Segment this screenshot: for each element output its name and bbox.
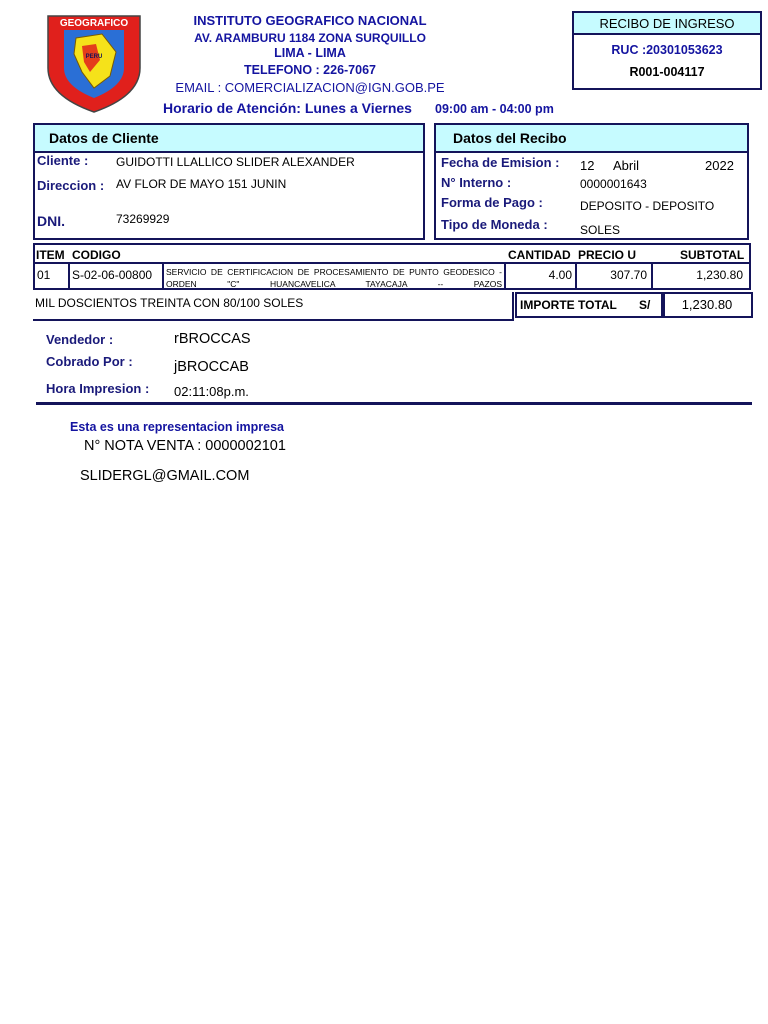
org-email: EMAIL : COMERCIALIZACION@IGN.GOB.PE <box>175 80 445 95</box>
print-time-label: Hora Impresion : <box>46 381 150 396</box>
date-year: 2022 <box>705 158 734 173</box>
payment-method-value: DEPOSITO - DEPOSITO <box>580 199 715 213</box>
org-city: LIMA - LIMA <box>274 46 346 60</box>
hours-label: Horario de Atención: Lunes a Viernes <box>163 100 412 116</box>
row-subtotal: 1,230.80 <box>696 268 743 282</box>
collected-by-label: Cobrado Por : <box>46 354 133 369</box>
print-note: Esta es una representacion impresa <box>70 420 284 434</box>
row-qty: 4.00 <box>548 268 572 282</box>
col-price: PRECIO U <box>578 248 637 262</box>
receipt-title: RECIBO DE INGRESO <box>599 16 735 31</box>
total-label: IMPORTE TOTAL <box>520 298 617 312</box>
internal-number-label: N° Interno : <box>441 175 512 190</box>
logo-country-text: PERU <box>85 54 103 60</box>
receipt-number: R001-004117 <box>629 65 705 79</box>
seller-value: rBROCCAS <box>174 331 251 347</box>
ruc-number: RUC :20301053623 <box>611 43 723 57</box>
currency-label: Tipo de Moneda : <box>441 217 548 232</box>
logo-top-text: GEOGRAFICO <box>59 18 129 29</box>
print-time-value: 02:11:08p.m. <box>174 384 249 399</box>
hours-value: 09:00 am - 04:00 pm <box>435 102 554 116</box>
row-code: S-02-06-00800 <box>72 268 153 282</box>
seller-label: Vendedor : <box>46 332 114 347</box>
payment-method-label: Forma de Pago : <box>441 195 543 210</box>
address-label: Direccion : <box>37 178 105 193</box>
sale-note-number: N° NOTA VENTA : 0000002101 <box>84 438 286 454</box>
receipt-box <box>572 11 762 90</box>
row-description: SERVICIO DE CERTIFICACION DE PROCESAMIENTO DE PUNTO GEODESICO - ORDEN "C" HUANCAVELICA TAYACAJA -- PAZOS <box>166 267 502 289</box>
footer-divider <box>36 402 752 405</box>
client-section-header <box>33 123 425 153</box>
client-email: SLIDERGL@GMAIL.COM <box>80 468 250 484</box>
date-day: 12 <box>580 158 595 173</box>
currency-symbol: S/ <box>639 298 651 312</box>
date-label: Fecha de Emision : <box>441 155 560 170</box>
collected-by-value: jBROCCAB <box>174 359 249 375</box>
client-label: Cliente : <box>37 153 89 168</box>
currency-value: SOLES <box>580 223 621 237</box>
address-value: AV FLOR DE MAYO 151 JUNIN <box>116 177 287 191</box>
receipt-section-header <box>434 123 749 153</box>
dni-label: DNI. <box>37 213 65 229</box>
ign-logo <box>38 10 150 114</box>
row-item: 01 <box>37 268 51 282</box>
org-phone: TELEFONO : 226-7067 <box>244 63 376 77</box>
receipt-section-title: Datos del Recibo <box>453 130 567 146</box>
client-value: GUIDOTTI LLALLICO SLIDER ALEXANDER <box>116 155 355 169</box>
col-subtotal: SUBTOTAL <box>680 248 745 262</box>
col-code: CODIGO <box>72 248 121 262</box>
org-address: AV. ARAMBURU 1184 ZONA SURQUILLO <box>194 31 426 45</box>
org-name: INSTITUTO GEOGRAFICO NACIONAL <box>193 13 427 28</box>
amount-in-words: MIL DOSCIENTOS TREINTA CON 80/100 SOLES <box>35 296 304 310</box>
client-section-title: Datos de Cliente <box>49 130 159 146</box>
row-price: 307.70 <box>610 268 647 282</box>
col-qty: CANTIDAD <box>508 248 571 262</box>
total-value: 1,230.80 <box>681 297 733 312</box>
col-item: ITEM <box>36 248 65 262</box>
internal-number-value: 0000001643 <box>580 177 647 191</box>
dni-value: 73269929 <box>116 212 170 226</box>
date-month: Abril <box>613 158 640 173</box>
